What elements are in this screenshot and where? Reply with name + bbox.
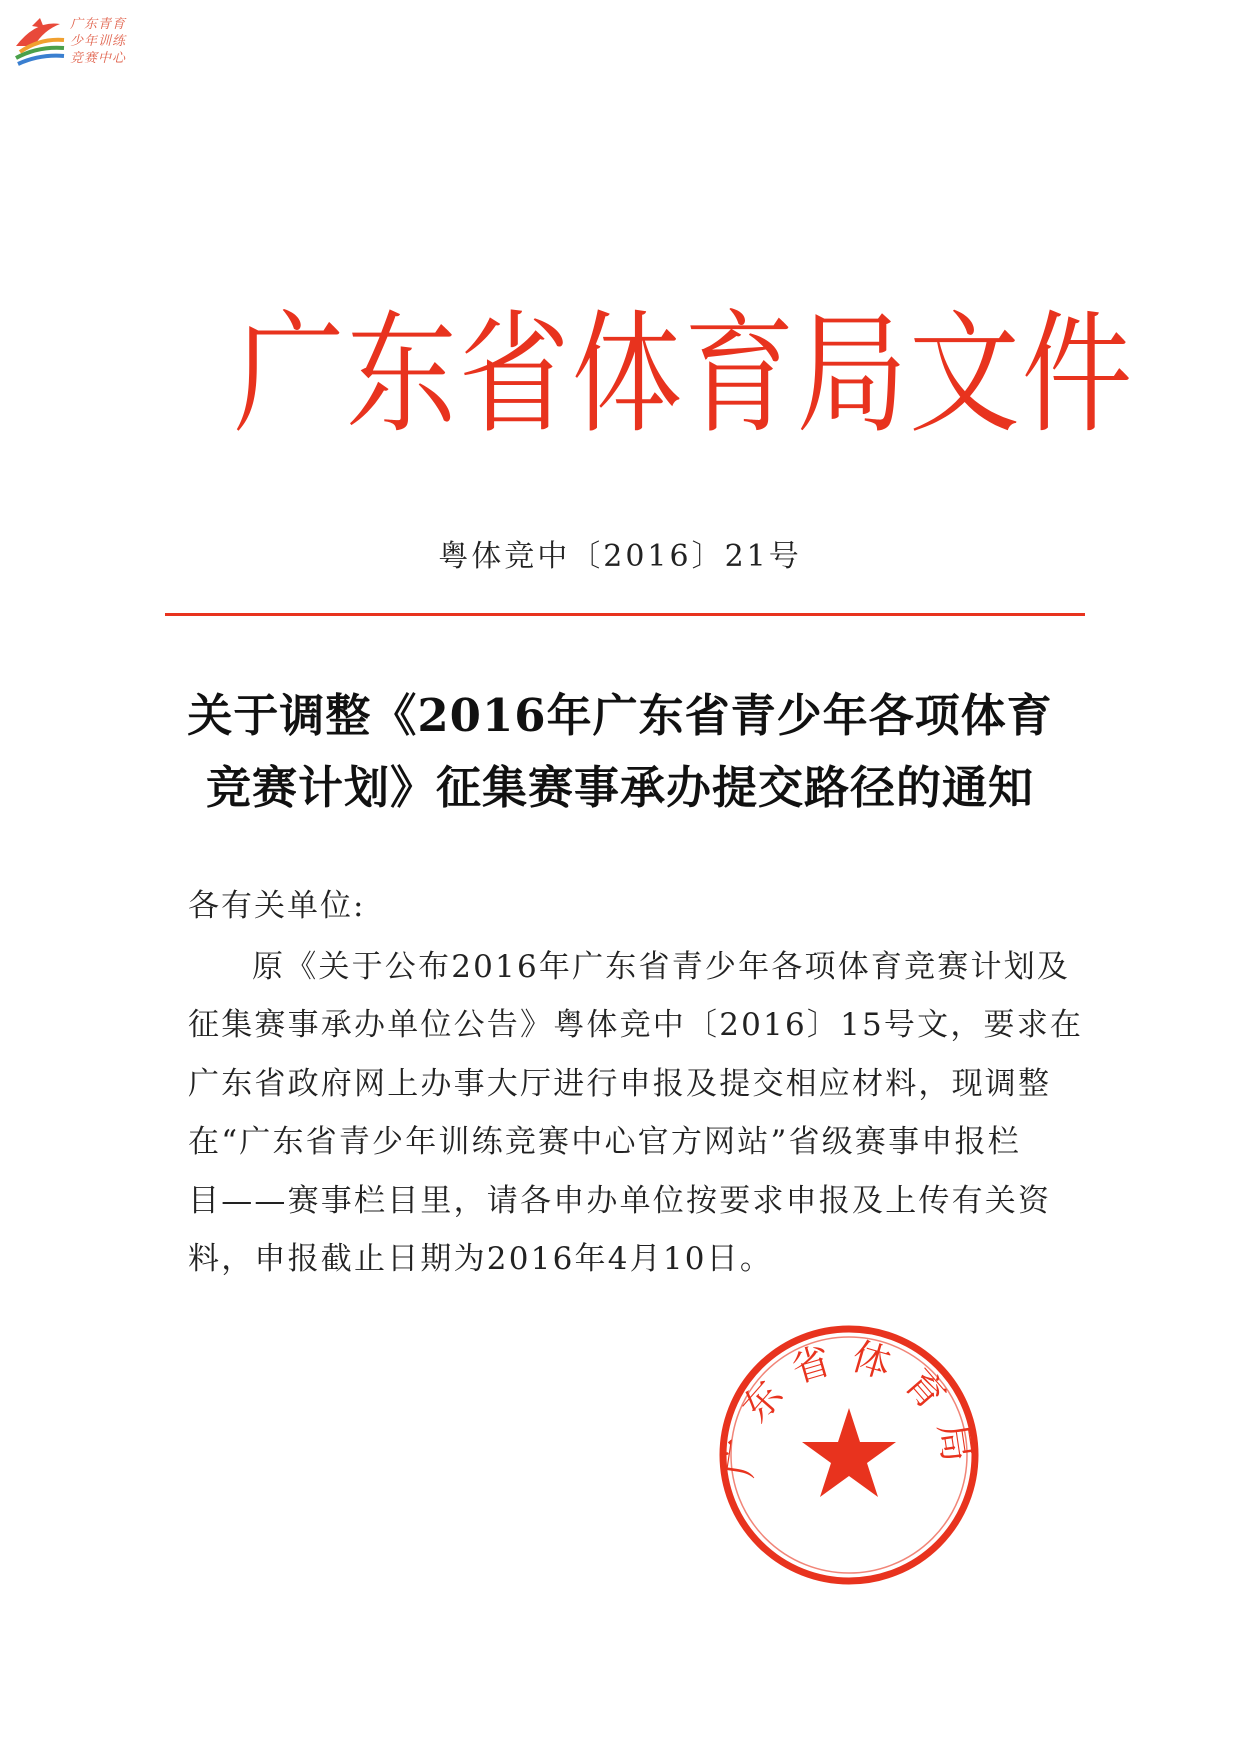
body-line: 原《关于公布2016年广东省青少年各项体育竞赛计划及 [252, 949, 1071, 985]
body-line: 料，申报截止日期为2016年4月10日。 [188, 1241, 774, 1278]
title-line: 竞赛计划》征集赛事承办提交路径的通知 [205, 761, 1034, 814]
body-line: 广东省政府网上办事大厅进行申报及提交相应材料，现调整 [188, 1065, 1052, 1102]
document-title [150, 680, 1090, 824]
center-logo [10, 14, 127, 70]
logo-text-line: 竞赛中心 [70, 51, 127, 66]
logo-text [70, 16, 126, 67]
red-divider [165, 613, 1085, 616]
document-number: 粤体竞中〔2016〕21号 [438, 539, 802, 574]
body-line: 在“广东省青少年训练竞赛中心官方网站”省级赛事申报栏 [188, 1124, 1021, 1161]
logo-text-line: 广东青育 [70, 17, 127, 32]
document-masthead: 广东省体育局文件 [233, 298, 1135, 452]
svg-text:广东省体育局: 广东省体育局 [716, 1333, 982, 1481]
body-line: 目——赛事栏目里，请各申办单位按要求申报及上传有关资 [188, 1182, 1052, 1219]
body-paragraph [188, 938, 1084, 1288]
seal-stamp-icon [714, 1320, 984, 1590]
salutation: 各有关单位: [188, 888, 366, 924]
official-seal [714, 1320, 984, 1590]
body-line: 征集赛事承办单位公告》粤体竞中〔2016〕15号文，要求在 [188, 1007, 1084, 1044]
title-line: 关于调整《2016年广东省青少年各项体育 [187, 689, 1053, 742]
logo-emblem-icon [10, 16, 68, 68]
logo-text-line: 少年训练 [70, 34, 127, 49]
seal-star-icon [802, 1408, 896, 1497]
